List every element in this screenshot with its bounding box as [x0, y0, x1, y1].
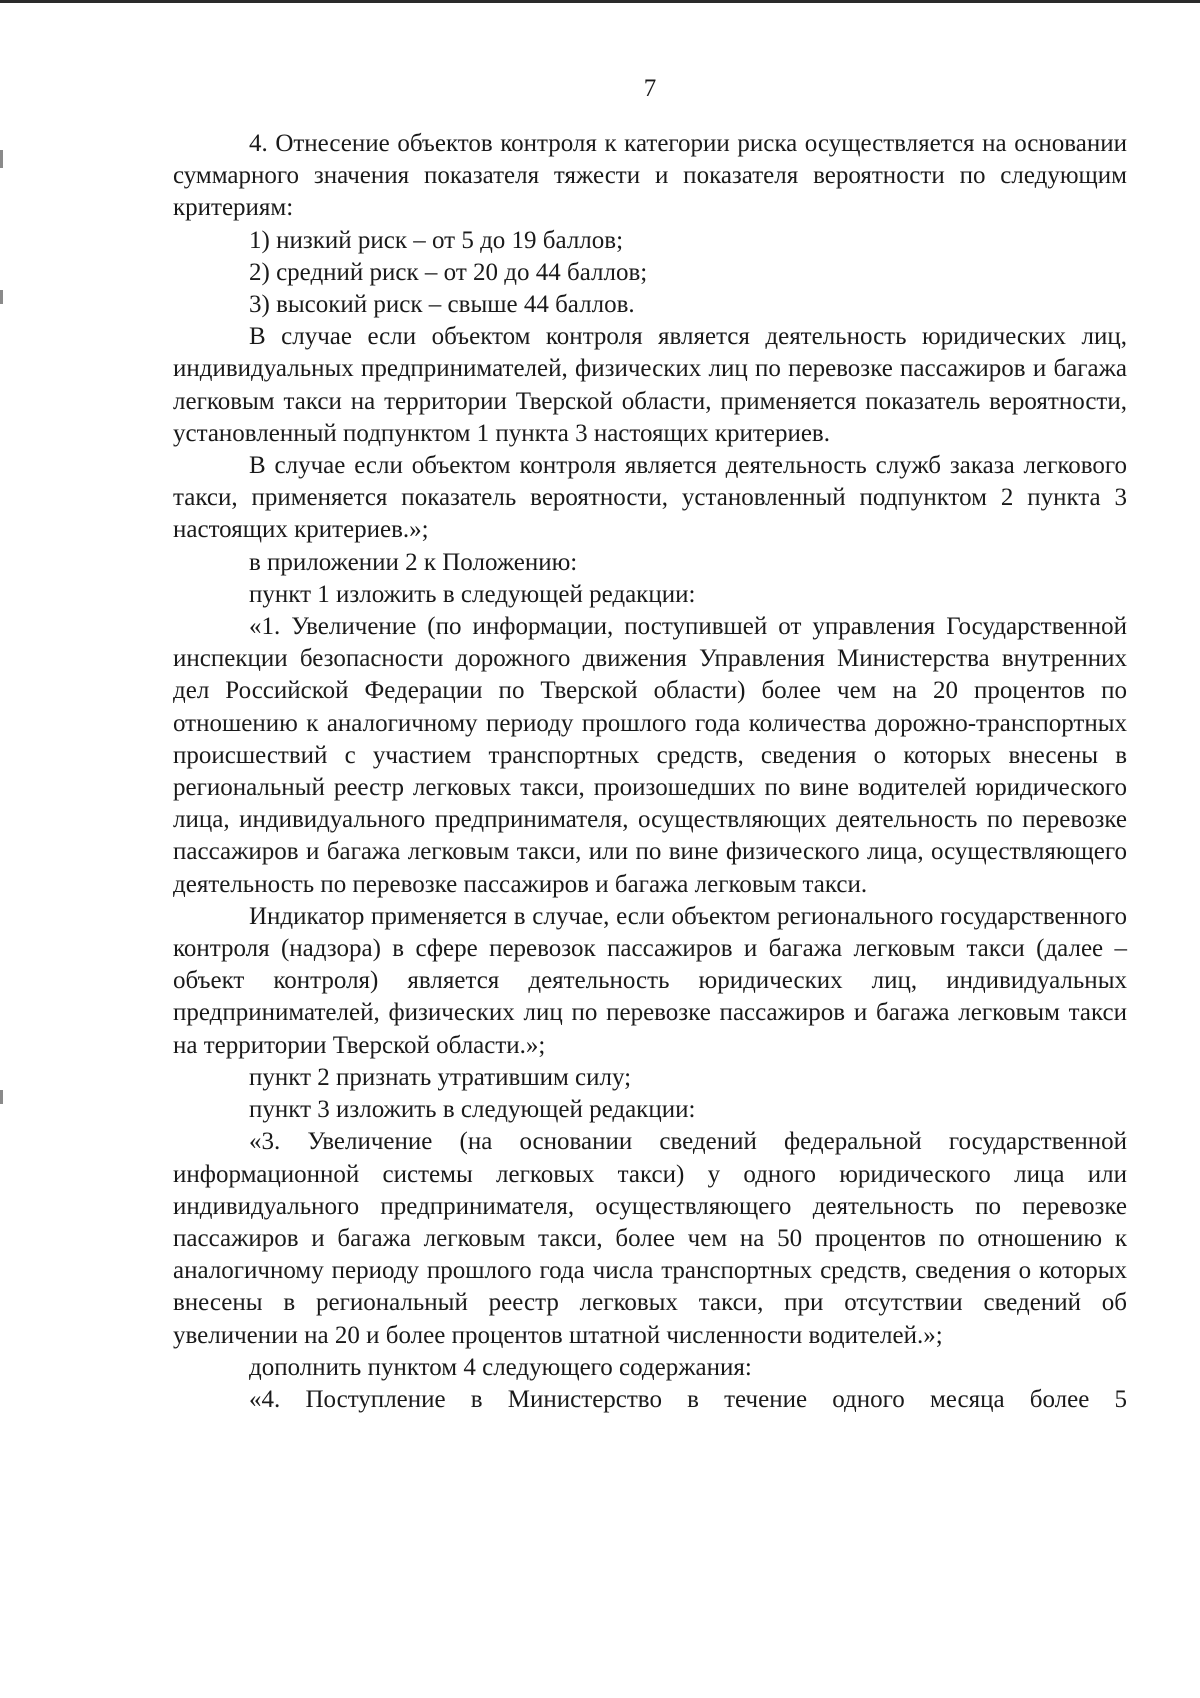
paragraph-item-3-edit: пункт 3 изложить в следующей редакции: [249, 1096, 696, 1124]
paragraph-medium-risk: 2) средний риск – от 20 до 44 баллов; [249, 258, 648, 286]
paragraph-low-risk: 1) низкий риск – от 5 до 19 баллов; [249, 226, 624, 254]
scan-edge-mark [0, 150, 3, 168]
top-border-line [0, 0, 1200, 3]
paragraph-add-item-4: дополнить пунктом 4 следующего содержания: [249, 1353, 752, 1381]
paragraph-taxi-carriers-case: В случае если объектом контроля является деятельность юридических лиц, индивидуальных предпринимателей, физических лиц по перевозке пассажиров и багажа легковым такси на территории Тверской области, применяется показатель вероятности, установленный подпунктом 1 пункта 3 настоящих критериев. [173, 323, 1127, 447]
paragraph-indicator-applies: Индикатор применяется в случае, если объектом регионального государственного контроля (надзора) в сфере перевозок пассажиров и багажа легковым такси (далее – объект контроля) является деятельность юридических лиц, индивидуальных предпринимателей, физических лиц по перевозке пассажиров и багажа легковым такси на территории Тверской области.»; [173, 902, 1127, 1059]
paragraph-high-risk: 3) высокий риск – свыше 44 баллов. [249, 291, 635, 319]
paragraph-risk-category: 4. Отнесение объектов контроля к категории риска осуществляется на основании суммарного значения показателя тяжести и показателя вероятности по следующим критериям: [173, 130, 1127, 222]
scan-edge-mark [0, 1090, 3, 1104]
document-body [173, 128, 1127, 1416]
page-number: 7 [643, 75, 657, 102]
paragraph-taxi-services-case: В случае если объектом контроля является деятельность служб заказа легкового такси, применяется показатель вероятности, установленный подпунктом 2 пункта 3 настоящих критериев.»; [173, 452, 1127, 544]
paragraph-appendix-2: в приложении 2 к Положению: [249, 548, 578, 576]
paragraph-item-1-text: «1. Увеличение (по информации, поступившей от управления Государственной инспекции безопасности дорожного движения Управления Министерства внутренних дел Российской Федерации по Тверской области) более чем на 20 процентов по отношению к аналогичному периоду прошлого года количества дорожно-транспортных происшествий с участием транспортных средств, сведения о которых внесены в региональный реестр легковых такси, произошедших по вине водителей юридического лица, индивидуального предпринимателя, осуществляющих деятельность по перевозке пассажиров и багажа легковым такси, или по вине физического лица, осуществляющего деятельность по перевозке пассажиров и багажа легковым такси. [173, 613, 1127, 898]
paragraph-item-3-text: «3. Увеличение (на основании сведений федеральной государственной информационной системы легковых такси) у одного юридического лица или индивидуального предпринимателя, осуществляющего деятельность по перевозке пассажиров и багажа легковым такси, более чем на 50 процентов по отношению к аналогичному периоду прошлого года числа транспортных средств, сведения о которых внесены в региональный реестр легковых такси, при отсутствии сведений об увеличении на 20 и более процентов штатной численности водителей.»; [173, 1128, 1127, 1349]
paragraph-item-4-text: «4. Поступление в Министерство в течение одного месяца более 5 [249, 1385, 1127, 1413]
scan-edge-mark [0, 290, 3, 304]
paragraph-item-1-edit: пункт 1 изложить в следующей редакции: [249, 580, 696, 608]
paragraph-item-2-void: пункт 2 признать утратившим силу; [249, 1063, 632, 1091]
